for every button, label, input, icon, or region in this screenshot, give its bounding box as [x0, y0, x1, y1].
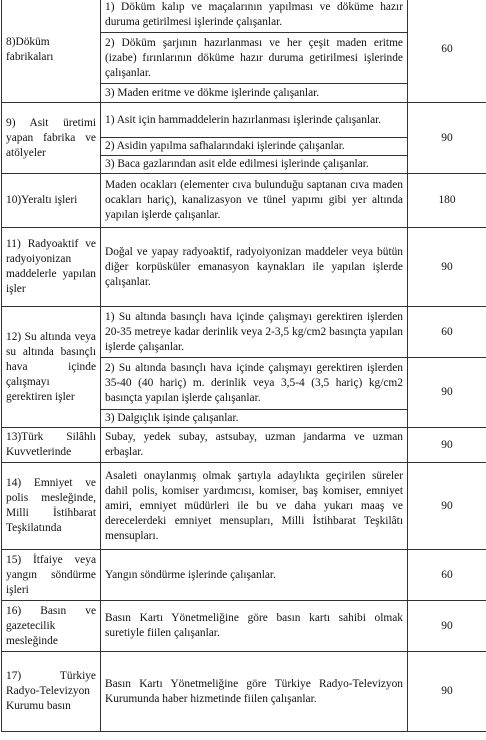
item-cell: Basın Kartı Yönetmeliğine göre Türkiye Radyo-Televizyon Kurumunda haber hizmetinde fiilen çalışanlar. [101, 652, 408, 732]
category-cell: 15) İtfaiye veya yangın söndürme işleri [2, 550, 101, 601]
item-cell: 2) Su altında basınçlı hava içinde çalışmayı gerektiren işlerden 35-40 (40 hariç) m. derinlik veya 3,5-4 (3,5 hariç) kg/cm2 basınçta yapılan işlerde çalışanlar. [101, 358, 408, 410]
item-cell: Basın Kartı Yönetmeliğine göre basın kartı sahibi olmak suretiyle fiilen çalışanlar. [101, 601, 408, 652]
table-row [2, 601, 486, 652]
item-cell: Yangın söndürme işlerinde çalışanlar. [101, 550, 408, 601]
days-cell: 90 [408, 428, 486, 463]
category-cell: 14) Emniyet ve polis mesleğinde, Milli İstihbarat Teşkilatında [2, 463, 101, 550]
table-row [2, 0, 486, 33]
days-cell: 90 [408, 601, 486, 652]
item-cell: 1) Asit için hammaddelerin hazırlanması işlerinde çalışanlar. [101, 103, 408, 138]
days-cell: 90 [408, 652, 486, 732]
item-cell: Maden ocakları (elementer cıva bulunduğu saptanan cıva maden ocakları hariç), kanalizasyon ve tünel yapımı gibi yer altında yapılan işlerde çalışanlar. [101, 174, 408, 228]
days-cell: 60 [408, 307, 486, 358]
item-cell: 3) Baca gazlarından asit elde edilmesi işlerinde çalışanlar. [101, 156, 408, 174]
item-cell: 3) Maden eritme ve dökme işlerinde çalışanlar. [101, 84, 408, 103]
table-row [2, 652, 486, 732]
table-row [2, 228, 486, 307]
item-cell: Doğal ve yapay radyoaktif, radyoiyonizan maddeler veya bütün diğer korpüsküler emanasyon kaynakları ile yapılan işlerde çalışanlar. [101, 228, 408, 307]
category-cell: 17) Türkiye Radyo-Televizyon Kurumu basın [2, 652, 101, 732]
days-cell: 90 [408, 463, 486, 550]
category-cell: 9) Asit üretimi yapan fabrika ve atölyeler [2, 103, 101, 174]
category-cell: 16) Basın ve gazetecilik mesleğinde [2, 601, 101, 652]
table-row [2, 103, 486, 138]
days-cell: 90 [408, 228, 486, 307]
table-row [2, 550, 486, 601]
category-cell: 12) Su altında veya su altında basınçlı hava içinde çalışmayı gerektiren işler [2, 307, 101, 428]
category-cell: 11) Radyoaktif ve radyoiyonizan maddelerle yapılan işler [2, 228, 101, 307]
item-cell: 1) Su altında basınçlı hava içinde çalışmayı gerektiren işlerden 20-35 metreye kadar derinlik veya 2-3,5 kg/cm2 basınçta yapılan işlerde çalışanlar. [101, 307, 408, 358]
table-row [2, 428, 486, 463]
days-cell: 60 [408, 550, 486, 601]
item-cell: 3) Dalgıçlık işinde çalışanlar. [101, 410, 408, 428]
item-cell: Subay, yedek subay, astsubay, uzman jandarma ve uzman erbaşlar. [101, 428, 408, 463]
table-row [2, 463, 486, 550]
table-row [2, 307, 486, 358]
days-cell: 90 [408, 103, 486, 174]
table-row [2, 174, 486, 228]
category-cell: 8)Döküm fabrikaları [2, 0, 101, 103]
item-cell: 2) Asidin yapılma safhalarındaki işlerinde çalışanlar. [101, 138, 408, 156]
item-cell: 2) Döküm şarjının hazırlanması ve her çeşit maden eritme (izabe) fırınlarının döküme hazır duruma getirilmesi işlerinde çalışanlar. [101, 33, 408, 84]
category-cell: 10)Yeraltı işleri [2, 174, 101, 228]
days-cell: 180 [408, 174, 486, 228]
work-days-table [1, 0, 486, 732]
item-cell: Asaleti onaylanmış olmak şartıyla adaylıkta geçirilen süreler dahil polis, komiser yardımcısı, komiser, baş komiser, emniyet amiri, emniyet müdürleri ile bu ve daha yukarı maaş ve derecelerdeki emniyet mensupları, Milli İstihbarat Teşkilâtı mensupları. [101, 463, 408, 550]
days-cell: 60 [408, 0, 486, 103]
item-cell: 1) Döküm kalıp ve maçalarının yapılması ve döküme hazır duruma getirilmesi işlerinde çalışanlar. [101, 0, 408, 33]
category-cell: 13)Türk Silâhlı Kuvvetlerinde [2, 428, 101, 463]
days-cell: 90 [408, 358, 486, 428]
